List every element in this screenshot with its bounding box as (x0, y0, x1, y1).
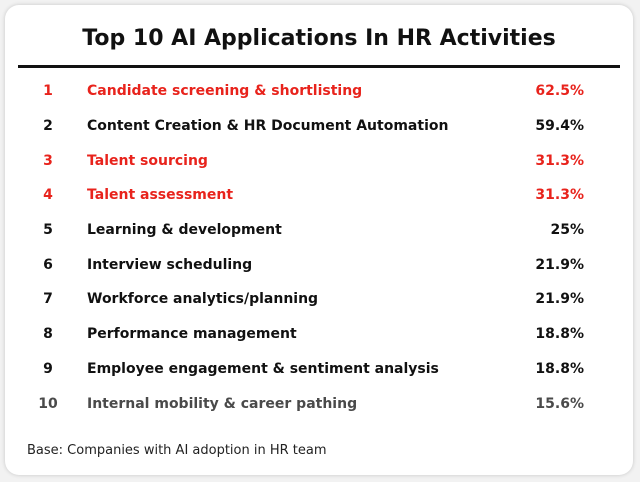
row-rank: 7 (43, 291, 53, 308)
row-rank: 6 (43, 256, 53, 273)
row-value: 21.9% (535, 256, 584, 273)
row-label: Talent sourcing (87, 152, 208, 169)
row-label: Candidate screening & shortlisting (87, 83, 363, 100)
table-row (5, 109, 633, 144)
table-row (5, 282, 633, 317)
table-row (5, 317, 633, 352)
row-label: Internal mobility & career pathing (87, 395, 358, 412)
row-label: Talent assessment (87, 187, 234, 204)
table-row (5, 247, 633, 282)
row-value: 15.6% (535, 395, 584, 412)
row-label: Learning & development (87, 222, 282, 239)
chart-title: Top 10 AI Applications In HR Activities (82, 26, 556, 51)
row-rank: 8 (43, 326, 53, 343)
row-rank: 4 (43, 187, 53, 204)
row-rank: 9 (43, 360, 53, 377)
table-row (5, 352, 633, 387)
row-rank: 3 (43, 152, 53, 169)
table-row (5, 178, 633, 213)
row-value: 59.4% (535, 118, 584, 135)
footnote: Base: Companies with AI adoption in HR team (27, 443, 327, 458)
row-value: 31.3% (535, 187, 584, 204)
row-value: 18.8% (535, 326, 584, 343)
row-rank: 2 (43, 118, 53, 135)
table-row (5, 213, 633, 248)
row-label: Performance management (87, 326, 297, 343)
table-row (5, 386, 633, 421)
row-rank: 5 (43, 222, 53, 239)
row-value: 21.9% (535, 291, 584, 308)
row-rank: 1 (43, 83, 53, 100)
row-value: 31.3% (535, 152, 584, 169)
row-label: Employee engagement & sentiment analysis (87, 360, 439, 377)
table-row (5, 74, 633, 109)
ranking-table (5, 74, 633, 421)
row-label: Workforce analytics/planning (87, 291, 319, 308)
row-value: 18.8% (535, 360, 584, 377)
chart-card (5, 5, 633, 475)
row-value: 62.5% (535, 83, 584, 100)
row-label: Interview scheduling (87, 256, 253, 273)
row-value: 25% (550, 222, 584, 239)
row-label: Content Creation & HR Document Automation (87, 118, 449, 135)
title-divider (18, 65, 620, 68)
table-row (5, 143, 633, 178)
row-rank: 10 (38, 395, 58, 412)
